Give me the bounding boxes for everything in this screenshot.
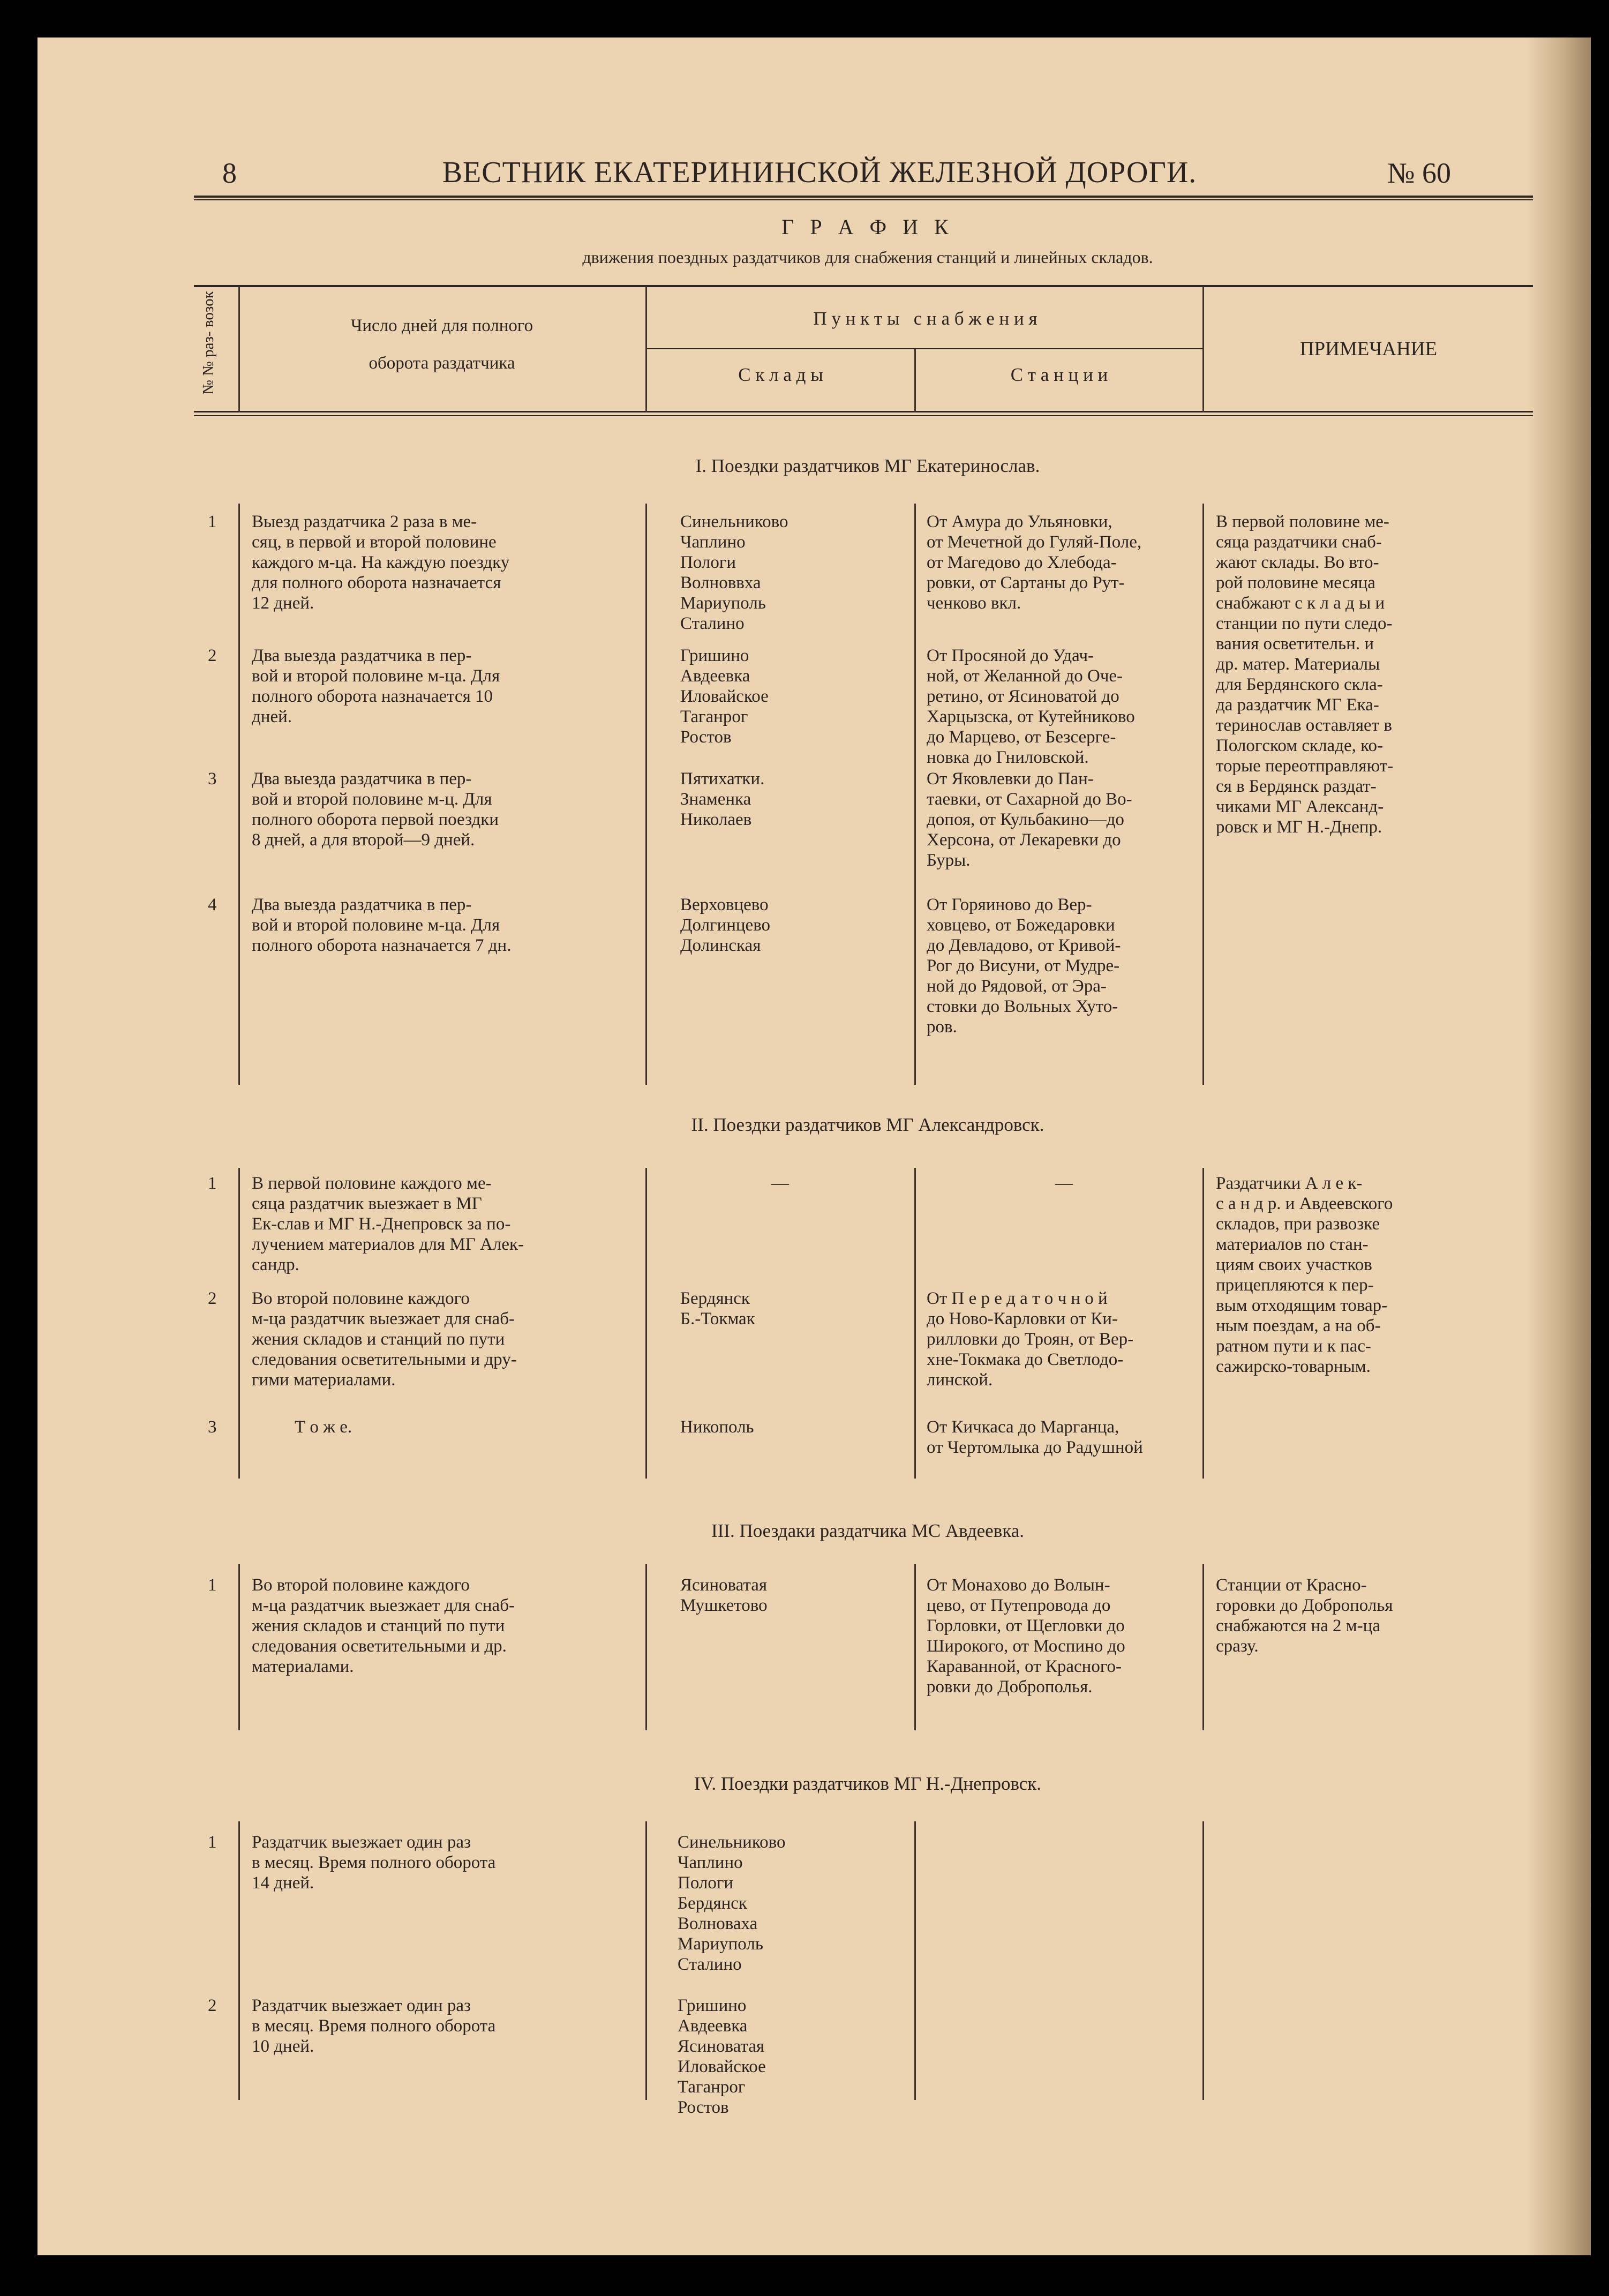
header-note: ПРИМЕЧАНИЕ xyxy=(1299,338,1438,360)
section-3-note: Станции от Красно- горовки до Доброполья снабжаются на 2 м-ца сразу. xyxy=(1216,1575,1393,1656)
issue-number: № 60 xyxy=(1387,157,1452,189)
section-3-title: III. Поездаки раздатчика МС Авдеевка. xyxy=(711,1520,1024,1541)
row-stations: От Амура до Ульяновки, от Мечетной до Гуляй-Поле, от Магедово до Хлебода- ровки, от Сартаны до Рут- ченково вкл. xyxy=(927,512,1142,613)
row-days: Во второй половине каждого м-ца раздатчик выезжает для снаб- жения складов и станций по пути следования осветительными и дру- гими материалами. xyxy=(252,1289,517,1390)
row-warehouses: Ясиноватая Мушкетово xyxy=(680,1575,768,1615)
row-number: 1 xyxy=(208,1575,217,1595)
row-number: 2 xyxy=(208,646,217,665)
row-days: Два выезда раздатчика в пер- вой и второй половине м-ца. Для полного оборота назначается 7 дн. xyxy=(252,895,512,955)
section-2-note: Раздатчики А л е к- с а н д р. и Авдеевского складов, при развозке материалов по стан- циям своих участков прицепляются к пер- вым отходящим товар- ным поездам, а на об- ратном пути и к пас- сажирско-товарным. xyxy=(1216,1174,1393,1376)
header-rule xyxy=(194,196,1533,198)
row-days: Т о ж е. xyxy=(295,1417,352,1437)
row-number: 1 xyxy=(208,1174,217,1193)
row-stations: От Кичкаса до Марганца, от Чертомлыка до Радушной xyxy=(927,1417,1143,1457)
row-warehouses: Гришино Авдеевка Ясиноватая Иловайское Таганрог Ростов xyxy=(678,1996,766,2117)
row-days: Два выезда раздатчика в пер- вой и второй половине м-ц. Для полного оборота первой поездки 8 дней, а для второй—9 дней. xyxy=(252,769,499,850)
document-subtitle: движения поездных раздатчиков для снабжения станций и линейных складов. xyxy=(582,247,1153,267)
row-number: 2 xyxy=(208,1289,217,1308)
row-number: 3 xyxy=(208,1417,217,1437)
row-days: В первой половине каждого ме- сяца раздатчик выезжает в МГ Ек-слав и МГ Н.-Днепровск за по- лучением материалов для МГ Алек- сандр. xyxy=(252,1174,524,1274)
row-stations: — xyxy=(1055,1174,1073,1193)
header-days-line1: Число дней для полного xyxy=(350,316,533,335)
row-stations: От Просяной до Удач- ной, от Желанной до Оче- ретино, от Ясиноватой до Харцызска, от Кутейниково до Марцево, от Безсерге- новка до Гниловской. xyxy=(927,646,1135,767)
row-number: 1 xyxy=(208,1833,217,1852)
row-number: 1 xyxy=(208,512,217,531)
header-days-line2: оборота раздатчика xyxy=(369,354,515,373)
row-stations: От П е р е д а т о ч н о й до Ново-Карловки от Ки- рилловки до Троян, от Вер- хне-Токмака до Светлодо- линской. xyxy=(927,1289,1134,1390)
section-1-title: I. Поездки раздатчиков МГ Екатеринослав. xyxy=(695,455,1040,476)
row-days: Раздатчик выезжает один раз в месяц. Время полного оборота 14 дней. xyxy=(252,1833,496,1893)
row-warehouses: — xyxy=(771,1174,789,1193)
header-rule-thin xyxy=(194,199,1533,200)
page-gutter-shadow xyxy=(1527,37,1591,2255)
newspaper-page xyxy=(37,37,1591,2255)
section-1-note: В первой половине ме- сяца раздатчики снаб- жают склады. Во вто- рой половине месяца снабжают с к л а д ы и станции по пути следо- вания осветительн. и др. матер. Материалы для Бердянского скла- да раздатчик МГ Ека- теринослав оставляет в Пологском складе, ко- торые переотправляют- ся в Бердянск раздат- чиками МГ Александ- ровск и МГ Н.-Днепр. xyxy=(1216,512,1394,837)
row-warehouses: Гришино Авдеевка Иловайское Таганрог Ростов xyxy=(680,646,769,747)
header-warehouses: С к л а д ы xyxy=(738,364,823,385)
row-warehouses: Синельниково Чаплино Пологи Бердянск Волноваха Мариуполь Сталино xyxy=(678,1833,786,1974)
row-warehouses: Верховцево Долгинцево Долинская xyxy=(680,895,771,955)
row-days: Выезд раздатчика 2 раза в ме- сяц, в первой и второй половине каждого м-ца. На каждую поездку для полного оборота назначается 12 дней. xyxy=(252,512,510,613)
row-warehouses: Бердянск Б.-Токмак xyxy=(680,1289,755,1329)
row-stations: От Горяиново до Вер- ховцево, от Божедаровки до Девладово, от Кривой- Рог до Висуни, от Мудре- ной до Рядовой, от Эра- стовки до Вольных Хуто- ров. xyxy=(927,895,1121,1037)
header-supply-points: П у н к т ы с н а б ж е н и я xyxy=(813,308,1037,329)
row-stations: От Яковлевки до Пан- таевки, от Сахарной до Во- допоя, от Кульбакино—до Херсона, от Лекаревки до Буры. xyxy=(927,769,1132,870)
row-number: 2 xyxy=(208,1996,217,2015)
header-number-column: № № раз- возок xyxy=(200,291,217,395)
document-title: Г Р А Ф И К xyxy=(781,215,954,239)
row-stations: От Монахово до Волын- цево, от Путепровода до Горловки, от Щегловки до Широкого, от Моспино до Караванной, от Красного- ровки до Доброполья. xyxy=(927,1575,1125,1697)
section-2-title: II. Поездки раздатчиков МГ Александровск. xyxy=(691,1114,1044,1135)
row-warehouses: Синельниково Чаплино Пологи Волноввха Мариуполь Сталино xyxy=(680,512,788,633)
row-days: Два выезда раздатчика в пер- вой и второй половине м-ца. Для полного оборота назначается 10 дней. xyxy=(252,646,500,726)
row-days: Во второй половине каждого м-ца раздатчик выезжает для снаб- жения складов и станций по пути следования осветительными и др. материалами. xyxy=(252,1575,515,1676)
row-number: 3 xyxy=(208,769,217,789)
row-warehouses: Пятихатки. Знаменка Николаев xyxy=(680,769,765,829)
section-4-title: IV. Поездки раздатчиков МГ Н.-Днепровск. xyxy=(694,1773,1042,1794)
journal-title: ВЕСТНИК ЕКАТЕРИНИНСКОЙ ЖЕЛЕЗНОЙ ДОРОГИ. xyxy=(442,156,1197,189)
row-days: Раздатчик выезжает один раз в месяц. Время полного оборота 10 дней. xyxy=(252,1996,496,2056)
row-number: 4 xyxy=(208,895,217,914)
row-warehouses: Никополь xyxy=(680,1417,754,1437)
header-stations: С т а н ц и и xyxy=(1010,364,1108,385)
page-number: 8 xyxy=(222,157,237,189)
